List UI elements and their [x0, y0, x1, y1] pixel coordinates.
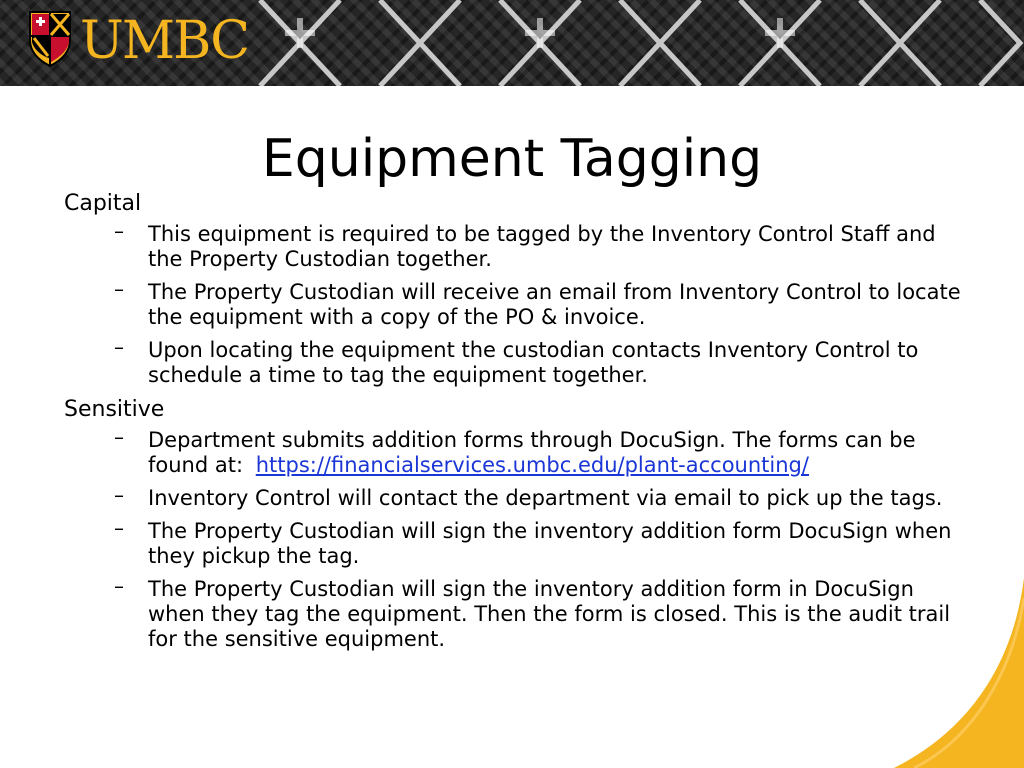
- list-item: [64, 335, 974, 388]
- umbc-logo[interactable]: [0, 0, 250, 86]
- dash-bullet: –: [114, 483, 124, 507]
- gold-swoosh-decoration: [874, 578, 1024, 768]
- list-item-text: Department submits addition forms through DocuSign. The forms can be found at:: [148, 428, 916, 477]
- dash-bullet: –: [114, 219, 124, 243]
- list-item: [64, 483, 974, 511]
- list-item: [64, 219, 974, 272]
- sensitive-list: [64, 425, 974, 652]
- list-item-text: Upon locating the equipment the custodian contacts Inventory Control to schedule a time to tag the equipment together.: [148, 338, 919, 387]
- logo-text: UMBC: [80, 11, 249, 71]
- header-banner: [0, 0, 1024, 86]
- slide-content: [64, 190, 974, 660]
- list-item: [64, 574, 974, 652]
- list-item-text: This equipment is required to be tagged by the Inventory Control Staff and the Property Custodian together.: [148, 222, 936, 271]
- list-item-text: The Property Custodian will sign the inventory addition form in DocuSign when they tag the equipment. Then the form is closed. This is the audit trail for the sensitive equipment.: [148, 577, 951, 651]
- dash-bullet: –: [114, 335, 124, 359]
- list-item: [64, 425, 974, 478]
- list-item-text: Inventory Control will contact the department via email to pick up the tags.: [148, 486, 943, 510]
- dash-bullet: –: [114, 574, 124, 598]
- shield-icon: [28, 10, 72, 68]
- section-heading-sensitive: Sensitive: [64, 397, 165, 422]
- dash-bullet: –: [114, 425, 124, 449]
- list-item-text: The Property Custodian will sign the inventory addition form DocuSign when they pickup the tag.: [148, 519, 952, 568]
- plant-accounting-link[interactable]: https://financialservices.umbc.edu/plant-accounting/: [255, 453, 809, 477]
- section-heading-capital: Capital: [64, 191, 142, 216]
- dash-bullet: –: [114, 516, 124, 540]
- dash-bullet: –: [114, 277, 124, 301]
- list-item-text: The Property Custodian will receive an email from Inventory Control to locate the equipment with a copy of the PO & invoice.: [148, 280, 961, 329]
- capital-list: [64, 219, 974, 388]
- slide-title: Equipment Tagging: [261, 129, 763, 189]
- list-item: [64, 277, 974, 330]
- list-item: [64, 516, 974, 569]
